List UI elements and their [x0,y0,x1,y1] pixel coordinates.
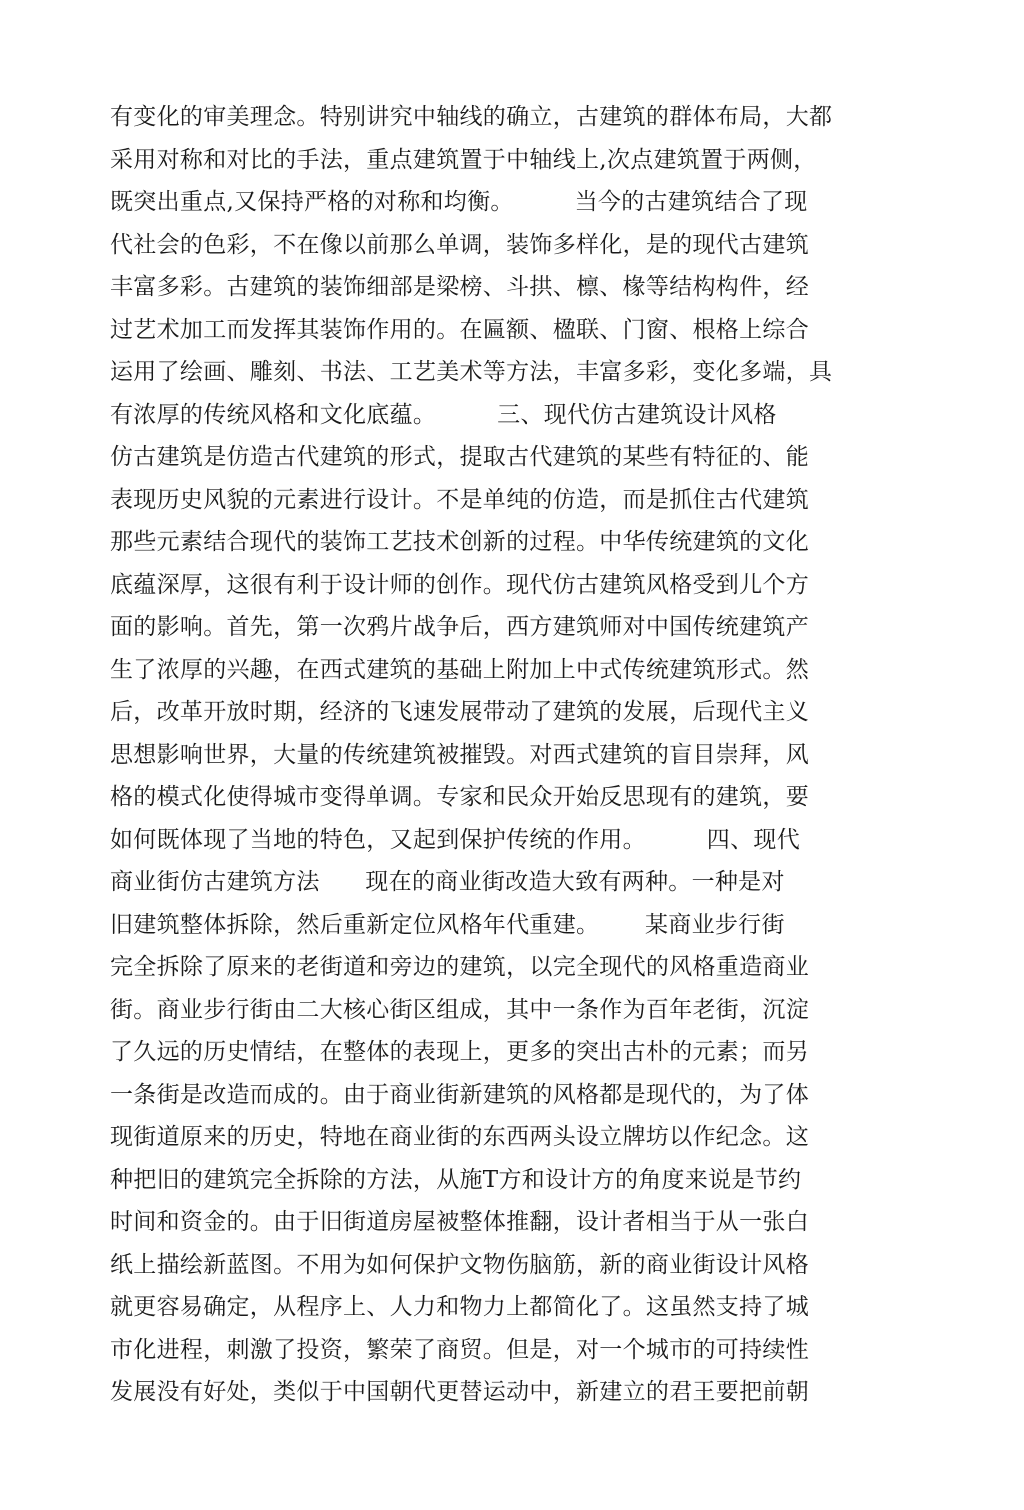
text-line: 丰富多彩。古建筑的装饰细部是梁榜、斗拱、檩、椽等结构构件，经 [110,274,809,300]
text-line: 那些元素结合现代的装饰工艺技术创新的过程。中华传统建筑的文化 [110,529,809,555]
text-line: 过艺术加工而发挥其装饰作用的。在匾额、楹联、门窗、根格上综合 [110,316,809,343]
text-line: 市化进程，刺激了投资，繁荣了商贸。但是，对一个城市的可持续性 [110,1336,809,1363]
text-line: 时间和资金的。由于旧街道房屋被整体推翻，设计者相当于从一张白 [110,1209,809,1235]
text-line: 表现历史风貌的元素进行设计。不是单纯的仿造，而是抓住古代建筑 [110,486,809,513]
text-line: 纸上描绘新蓝图。不用为如何保护文物伤脑筋，新的商业街设计风格 [110,1251,809,1278]
text-line: 现街道原来的历史，特地在商业街的东西两头设立牌坊以作纪念。这 [110,1124,809,1150]
text-line: 有浓厚的传统风格和文化底蕴。 三、现代仿古建筑设计风格 [110,401,777,428]
text-line: 就更容易确定，从程序上、人力和物力上都简化了。这虽然支持了城 [110,1294,809,1320]
text-line: 思想影响世界，大量的传统建筑被摧毁。对西式建筑的盲目崇拜，风 [110,741,809,768]
text-line: 种把旧的建筑完全拆除的方法，从施T方和设计方的角度来说是节约 [110,1166,802,1193]
text-line: 仿古建筑是仿造古代建筑的形式，提取古代建筑的某些有特征的、能 [110,444,809,470]
text-line: 了久远的历史情结，在整体的表现上，更多的突出古朴的元素；而另 [110,1039,809,1065]
text-line: 旧建筑整体拆除，然后重新定位风格年代重建。 某商业步行街 [110,911,785,938]
text-line: 完全拆除了原来的老街道和旁边的建筑，以完全现代的风格重造商业 [110,954,809,980]
text-line: 发展没有好处，类似于中国朝代更替运动中，新建立的君王要把前朝 [110,1379,809,1405]
text-line: 运用了绘画、雕刻、书法、工艺美术等方法，丰富多彩，变化多端，具 [110,359,833,385]
text-line: 既突出重点,又保持严格的对称和均衡。 当今的古建筑结合了现 [110,189,808,215]
text-line: 采用对称和对比的手法，重点建筑置于中轴线上,次点建筑置于两侧， [110,146,817,173]
text-line: 一条街是改造而成的。由于商业街新建筑的风格都是现代的，为了体 [110,1081,809,1108]
body-text [110,96,910,1414]
text-line: 后，改革开放时期，经济的飞速发展带动了建筑的发展，后现代主义 [110,699,809,725]
text-line: 商业街仿古建筑方法 现在的商业街改造大致有两种。一种是对 [110,869,785,895]
text-line: 如何既体现了当地的特色，又起到保护传统的作用。 四、现代 [110,826,800,853]
text-line: 街。商业步行街由二大核心街区组成，其中一条作为百年老街，沉淀 [110,996,809,1023]
text-line: 底蕴深厚，这很有利于设计师的创作。现代仿古建筑风格受到儿个方 [110,571,809,598]
text-line: 代社会的色彩，不在像以前那么单调，装饰多样化，是的现代古建筑 [110,231,809,258]
text-line: 格的模式化使得城市变得单调。专家和民众开始反思现有的建筑，要 [110,784,809,810]
text-line: 生了浓厚的兴趣，在西式建筑的基础上附加上中式传统建筑形式。然 [110,656,809,683]
text-line: 有变化的审美理念。特别讲究中轴线的确立，古建筑的群体布局，大都 [110,104,833,130]
text-line: 面的影响。首先，第一次鸦片战争后，西方建筑师对中国传统建筑产 [110,614,809,640]
